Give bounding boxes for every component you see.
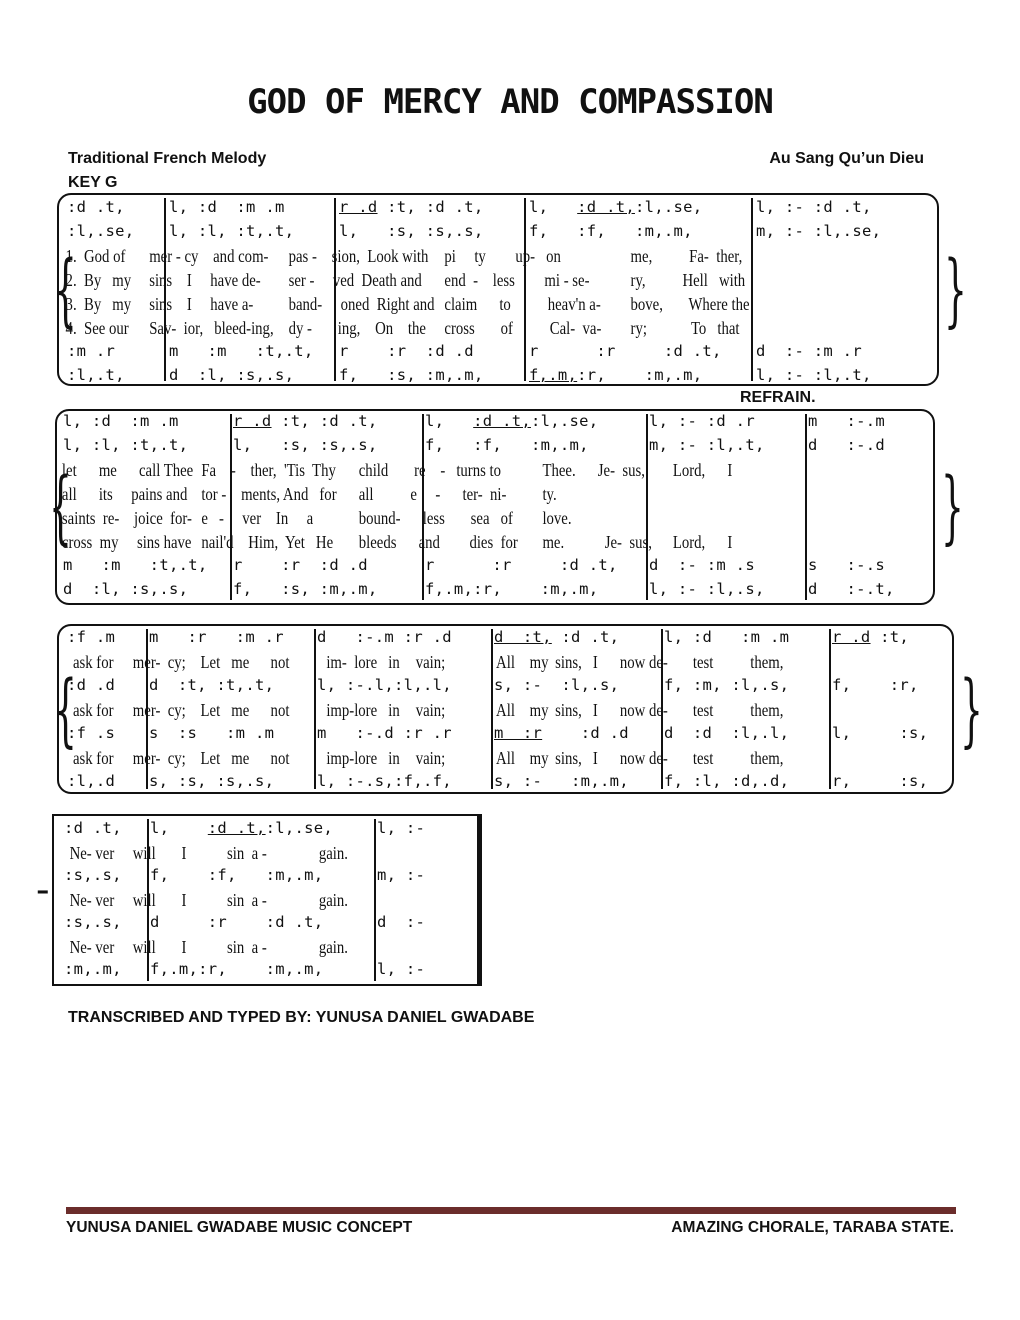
lyric-cell: pi ty up- on bbox=[444, 246, 561, 266]
lyric-cell: gain. bbox=[318, 889, 348, 910]
lyric-cell: Thee. Je- sus, bbox=[542, 460, 645, 480]
solfa-cell: l, :- bbox=[377, 960, 426, 978]
lyric-cell: mer- cy; Let me bbox=[132, 748, 250, 768]
lyric-cell: will I sin a - bbox=[132, 936, 267, 957]
lyric-row bbox=[59, 748, 791, 772]
lyric-cell: sins, I now de- bbox=[555, 652, 668, 672]
lyric-cell: ask for bbox=[65, 700, 114, 720]
solfa-cell: l, :s, :s,.s, bbox=[233, 436, 378, 454]
solfa-cell: l, :d .t,:l,.se, bbox=[529, 198, 703, 216]
left-brace-icon: - bbox=[36, 867, 50, 913]
lyric-cell: bleeds and dies for bbox=[358, 532, 518, 552]
lyric-cell: 3. By my bbox=[65, 294, 132, 314]
solfa-cell: f,.m,:r, :m,.m, bbox=[150, 960, 324, 978]
lyric-cell: not im- lore in bbox=[270, 652, 400, 672]
solfa-cell: m :-.d :r .r bbox=[317, 724, 452, 742]
lyric-cell: vain; All my bbox=[415, 748, 549, 768]
solfa-cell: s :-.s bbox=[808, 556, 886, 574]
solfa-row bbox=[59, 772, 952, 796]
solfa-cell: f, :f, :m,.m, bbox=[529, 222, 693, 240]
left-brace-icon: { bbox=[48, 460, 72, 553]
solfa-cell: :m,.m, bbox=[64, 960, 122, 978]
solfa-cell: m :r :d .d bbox=[494, 724, 629, 742]
lyric-cell: gain. bbox=[318, 842, 348, 863]
stave-system-1 bbox=[57, 193, 939, 386]
solfa-cell: :s,.s, bbox=[64, 866, 122, 884]
solfa-row bbox=[57, 556, 933, 580]
solfa-cell: d :l, :s,.s, bbox=[169, 366, 295, 384]
solfa-row bbox=[59, 342, 937, 366]
solfa-cell: :l,.d bbox=[67, 772, 116, 790]
solfa-cell: d :- bbox=[377, 913, 426, 931]
lyric-cell: cross my sins have bbox=[61, 532, 192, 552]
solfa-row bbox=[59, 724, 952, 748]
solfa-row bbox=[54, 866, 477, 890]
solfa-cell: d :-.m :r .d bbox=[317, 628, 452, 646]
solfa-cell: r :r :d .d bbox=[339, 342, 474, 360]
solfa-cell: s, :- :m,.m, bbox=[494, 772, 629, 790]
lyric-cell: me, Fa- ther, bbox=[630, 246, 743, 266]
solfa-cell: l, :l, :t,.t, bbox=[63, 436, 189, 454]
bar-line bbox=[829, 629, 831, 789]
lyric-cell: not imp-lore in bbox=[270, 748, 400, 768]
lyric-cell: 1. God of bbox=[65, 246, 126, 266]
lyric-cell: sins I have a- bbox=[149, 294, 254, 314]
lyric-cell: saints re- joice for- bbox=[61, 508, 192, 528]
solfa-cell: d :l, :s,.s, bbox=[63, 580, 189, 598]
lyric-cell: Ne- ver bbox=[62, 936, 115, 957]
lyric-cell: sins I have de- bbox=[149, 270, 261, 290]
solfa-row bbox=[57, 580, 933, 604]
lyric-row bbox=[59, 270, 779, 294]
solfa-cell: l, :d .t,:l,.se, bbox=[150, 819, 334, 837]
solfa-cell: :m .r bbox=[67, 342, 116, 360]
lyric-cell: test them, bbox=[692, 652, 784, 672]
lyric-cell: all its pains and bbox=[61, 484, 188, 504]
lyric-cell: mer - cy and com- bbox=[149, 246, 269, 266]
solfa-cell: :d .t, bbox=[64, 819, 122, 837]
solfa-row bbox=[59, 366, 937, 390]
solfa-cell: m :-.m bbox=[808, 412, 886, 430]
lyric-cell: band- oned Right and bbox=[288, 294, 435, 314]
solfa-cell: d :- :m .s bbox=[649, 556, 755, 574]
solfa-cell: r :r :d .t, bbox=[425, 556, 618, 574]
lyric-cell: sins, I now de- bbox=[555, 700, 668, 720]
lyric-cell: child re - turns to bbox=[358, 460, 502, 480]
key-signature: KEY G bbox=[68, 174, 118, 191]
footer-right: AMAZING CHORALE, TARABA STATE. bbox=[671, 1219, 954, 1236]
stave-system-2 bbox=[55, 409, 935, 605]
solfa-cell: f,.m,:r, :m,.m, bbox=[529, 366, 703, 384]
solfa-row bbox=[57, 436, 933, 460]
solfa-cell: l, :- :d .r bbox=[649, 412, 755, 430]
page-title: GOD OF MERCY AND COMPASSION bbox=[247, 82, 773, 122]
solfa-cell: d :d :l,.l, bbox=[664, 724, 790, 742]
lyric-row bbox=[59, 318, 779, 342]
solfa-cell: l, :-.l,:l,.l, bbox=[317, 676, 452, 694]
solfa-row bbox=[59, 222, 937, 246]
stave-system-3 bbox=[57, 624, 954, 794]
solfa-cell: d :t, :t,.t, bbox=[149, 676, 275, 694]
solfa-cell: l, :-.s,:f,.f, bbox=[317, 772, 452, 790]
lyric-cell: Ne- ver bbox=[62, 889, 115, 910]
stave-system-4 bbox=[52, 814, 482, 986]
solfa-cell: l, :- :l,.t, bbox=[756, 366, 872, 384]
solfa-row bbox=[54, 913, 477, 937]
solfa-cell: m, :- :l,.t, bbox=[649, 436, 765, 454]
lyric-cell: bove, Where the bbox=[630, 294, 750, 314]
lyric-cell: e - ver In a bbox=[201, 508, 314, 528]
lyric-cell: claim to heav'n a- bbox=[444, 294, 601, 314]
solfa-row bbox=[59, 198, 937, 222]
lyric-row bbox=[54, 843, 401, 867]
transcriber-credit: TRANSCRIBED AND TYPED BY: YUNUSA DANIEL GWADABE bbox=[68, 1009, 535, 1026]
solfa-cell: f,.m,:r, :m,.m, bbox=[425, 580, 599, 598]
lyric-cell: me. Je- sus, bbox=[542, 532, 652, 552]
solfa-cell: d :-.d bbox=[808, 436, 886, 454]
solfa-cell: m, :- bbox=[377, 866, 426, 884]
solfa-cell: :d .t, bbox=[67, 198, 125, 216]
solfa-cell: f, :l, :d,.d, bbox=[664, 772, 790, 790]
solfa-cell: d :-.t, bbox=[808, 580, 895, 598]
lyric-cell: mer- cy; Let me bbox=[132, 652, 250, 672]
lyric-cell: ry; To that bbox=[630, 318, 740, 338]
lyric-cell: not imp-lore in bbox=[270, 700, 400, 720]
solfa-cell: :s,.s, bbox=[64, 913, 122, 931]
solfa-cell: l, :s, bbox=[832, 724, 929, 742]
lyric-row bbox=[54, 937, 401, 961]
solfa-cell: r :r :d .d bbox=[233, 556, 368, 574]
lyric-row bbox=[59, 652, 791, 676]
left-brace-icon: { bbox=[53, 243, 77, 336]
lyric-cell: pas - sion, Look with bbox=[288, 246, 429, 266]
solfa-row bbox=[54, 960, 477, 984]
solfa-cell: :l,.t, bbox=[67, 366, 125, 384]
lyric-row bbox=[57, 484, 775, 508]
solfa-cell: :l,.se, bbox=[67, 222, 135, 240]
lyric-cell: cross of Cal- va- bbox=[444, 318, 602, 338]
solfa-cell: l, :- :l,.s, bbox=[649, 580, 765, 598]
left-brace-icon: { bbox=[53, 663, 77, 756]
solfa-cell: :d .d bbox=[67, 676, 116, 694]
footer-left: YUNUSA DANIEL GWADABE MUSIC CONCEPT bbox=[66, 1219, 413, 1236]
solfa-cell: l, :- :d .t, bbox=[756, 198, 872, 216]
solfa-cell: l, :l, :t,.t, bbox=[169, 222, 295, 240]
lyric-cell: mer- cy; Let me bbox=[132, 700, 250, 720]
lyric-cell: vain; All my bbox=[415, 700, 549, 720]
lyric-cell: bound- less sea of bbox=[358, 508, 513, 528]
solfa-row bbox=[59, 628, 952, 652]
solfa-cell: s, :- :l,.s, bbox=[494, 676, 620, 694]
solfa-cell: f, :s, :m,.m, bbox=[233, 580, 378, 598]
lyric-cell: Lord, I bbox=[672, 460, 733, 480]
lyric-cell: Lord, I bbox=[672, 532, 733, 552]
lyric-cell: ask for bbox=[65, 748, 114, 768]
solfa-cell: l, :d :m .m bbox=[664, 628, 790, 646]
lyric-cell: Fa - ther, 'Tis Thy bbox=[201, 460, 336, 480]
solfa-cell: l, :d .t,:l,.se, bbox=[425, 412, 599, 430]
solfa-cell: s, :s, :s,.s, bbox=[149, 772, 275, 790]
lyric-cell: will I sin a - bbox=[132, 842, 267, 863]
solfa-cell: r .d :t, :d .t, bbox=[339, 198, 484, 216]
lyric-cell: ry, Hell with bbox=[630, 270, 746, 290]
solfa-cell: l, :d :m .m bbox=[169, 198, 285, 216]
lyric-cell: sins, I now de- bbox=[555, 748, 668, 768]
lyric-row bbox=[57, 508, 775, 532]
right-brace-icon: } bbox=[943, 243, 967, 336]
solfa-cell: f, :f, :m,.m, bbox=[425, 436, 589, 454]
lyric-cell: let me call Thee bbox=[61, 460, 194, 480]
solfa-cell: l, :d :m .m bbox=[63, 412, 179, 430]
composer-right: Au Sang Qu’un Dieu bbox=[769, 150, 924, 167]
lyric-row bbox=[54, 890, 401, 914]
lyric-row bbox=[59, 294, 779, 318]
lyric-cell: nail'd Him, Yet He bbox=[201, 532, 334, 552]
lyric-cell: test them, bbox=[692, 748, 784, 768]
lyric-cell: end - less mi - se- bbox=[444, 270, 590, 290]
lyric-cell: ser - ved Death and bbox=[288, 270, 422, 290]
lyric-row bbox=[59, 700, 791, 724]
lyric-cell: all e - ter- ni- bbox=[358, 484, 507, 504]
lyric-cell: dy - ing, On the bbox=[288, 318, 426, 338]
solfa-row bbox=[57, 412, 933, 436]
solfa-cell: f, :s, :m,.m, bbox=[339, 366, 484, 384]
lyric-row bbox=[57, 532, 775, 556]
lyric-cell: ty. bbox=[542, 484, 557, 504]
solfa-cell: :f .m bbox=[67, 628, 116, 646]
composer-left: Traditional French Melody bbox=[68, 150, 267, 167]
lyric-cell: Ne- ver bbox=[62, 842, 115, 863]
solfa-cell: r, :s, bbox=[832, 772, 929, 790]
solfa-cell: m, :- :l,.se, bbox=[756, 222, 882, 240]
solfa-cell: f, :r, bbox=[832, 676, 919, 694]
solfa-cell: l, :s, :s,.s, bbox=[339, 222, 484, 240]
solfa-cell: r .d :t, :d .t, bbox=[233, 412, 378, 430]
solfa-cell: d :t, :d .t, bbox=[494, 628, 620, 646]
solfa-cell: s :s :m .m bbox=[149, 724, 275, 742]
lyric-cell: tor - ments, And for bbox=[201, 484, 337, 504]
solfa-cell: l, :- bbox=[377, 819, 426, 837]
right-brace-icon: } bbox=[940, 460, 964, 553]
lyric-cell: will I sin a - bbox=[132, 889, 267, 910]
lyric-cell: vain; All my bbox=[415, 652, 549, 672]
solfa-cell: r :r :d .t, bbox=[529, 342, 722, 360]
right-brace-icon: } bbox=[959, 663, 983, 756]
solfa-cell: m :m :t,.t, bbox=[169, 342, 314, 360]
lyric-cell: ask for bbox=[65, 652, 114, 672]
lyric-cell: 4. See our bbox=[65, 318, 129, 338]
lyric-row bbox=[59, 246, 779, 270]
lyric-cell: 2. By my bbox=[65, 270, 132, 290]
solfa-cell: f, :m, :l,.s, bbox=[664, 676, 790, 694]
lyric-cell: love. bbox=[542, 508, 572, 528]
solfa-row bbox=[54, 819, 477, 843]
solfa-cell: m :m :t,.t, bbox=[63, 556, 208, 574]
solfa-cell: m :r :m .r bbox=[149, 628, 284, 646]
refrain-label: REFRAIN. bbox=[740, 389, 816, 406]
solfa-cell: d :r :d .t, bbox=[150, 913, 324, 931]
lyric-cell: test them, bbox=[692, 700, 784, 720]
solfa-cell: d :- :m .r bbox=[756, 342, 862, 360]
lyric-row bbox=[57, 460, 775, 484]
lyric-cell: gain. bbox=[318, 936, 348, 957]
lyric-cell: Sav- ior, bleed-ing, bbox=[149, 318, 274, 338]
solfa-row bbox=[59, 676, 952, 700]
solfa-cell: f, :f, :m,.m, bbox=[150, 866, 324, 884]
footer-divider bbox=[66, 1207, 956, 1214]
solfa-cell: r .d :t, bbox=[832, 628, 910, 646]
solfa-cell: :f .s bbox=[67, 724, 116, 742]
